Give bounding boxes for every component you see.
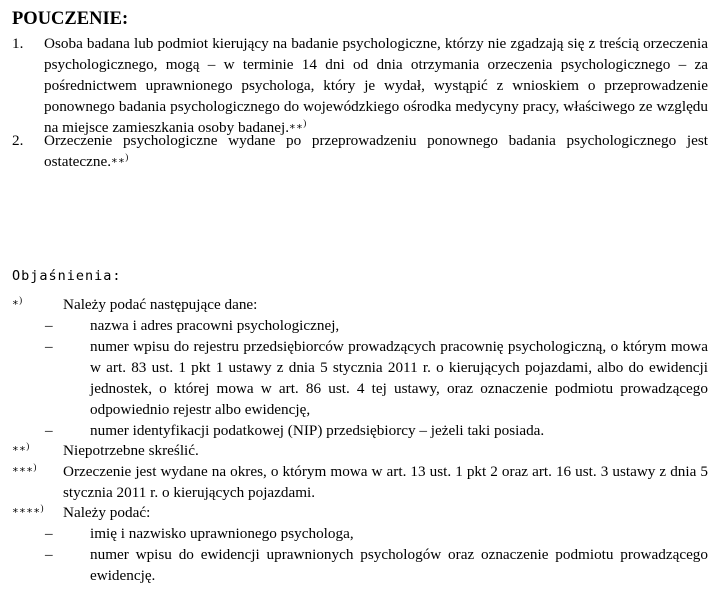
explanation-marker: *) bbox=[12, 295, 23, 311]
list-item: – numer identyfikacji podatkowej (NIP) przedsiębiorcy – jeżeli taki posiada. bbox=[45, 422, 545, 439]
explanation-item-3 bbox=[12, 461, 708, 503]
explanation-marker: ***) bbox=[12, 462, 37, 478]
instruction-item-2 bbox=[12, 130, 708, 173]
instruction-item-1 bbox=[12, 33, 708, 139]
list-item: – numer wpisu do ewidencji uprawnionych psychologów oraz oznaczenie podmiotu prowadzącego ewidencję. bbox=[45, 546, 708, 584]
section-heading-pouczenie: POUCZENIE: bbox=[12, 9, 129, 29]
explanation-bullet-list bbox=[45, 523, 708, 586]
item-number: 1. bbox=[12, 35, 24, 52]
list-item: – numer wpisu do rejestru przedsiębiorców prowadzących pracownię psychologiczną, o którym mowa w art. 83 ust. 1 pkt 1 ustawy z dnia 5 stycznia 2011 r. o kierujących pojazdami, albo do ewidencji jednostek, o której mowa w art. 86 ust. 4 tej ustawy, oraz oznaczenie podmiotu prowadzącego odpowiednio rejestr albo ewidencję, bbox=[45, 338, 708, 418]
explanation-bullet-list bbox=[45, 315, 708, 441]
dash-bullet: – bbox=[45, 317, 53, 334]
dash-bullet: – bbox=[45, 338, 53, 355]
dash-bullet: – bbox=[45, 525, 53, 542]
explanation-text: Niepotrzebne skreślić. bbox=[63, 442, 199, 459]
explanation-item-2 bbox=[12, 440, 708, 461]
explanation-item-4 bbox=[12, 502, 708, 586]
item-number: 2. bbox=[12, 132, 24, 149]
list-item: – imię i nazwisko uprawnionego psychologa, bbox=[45, 525, 354, 542]
explanation-item-1 bbox=[12, 294, 708, 441]
explanation-text: Należy podać: – imię i nazwisko uprawnionego psychologa, – numer wpisu do ewidencji uprawnionych psychologów oraz oznaczenie podmiotu prowadzącego ewidencję. bbox=[45, 504, 708, 584]
explanation-marker: **) bbox=[12, 441, 30, 457]
item-text: Orzeczenie psychologiczne wydane po przeprowadzeniu ponownego badania psychologicznego jest ostateczne.**) bbox=[44, 132, 708, 170]
section-heading-objasnienia: Objaśnienia: bbox=[12, 268, 122, 284]
explanation-text: Orzeczenie jest wydane na okres, o którym mowa w art. 13 ust. 1 pkt 2 oraz art. 16 ust. 3 ustawy z dnia 5 stycznia 2011 r. o kierujących pojazdami. bbox=[63, 463, 708, 501]
explanation-text: Należy podać następujące dane: – nazwa i adres pracowni psychologicznej, – numer wpisu do rejestru przedsiębiorców prowadzących pracownię psychologiczną, o którym mowa w art. 83 ust. 1 pkt 1 ustawy z dnia 5 stycznia 2011 r. o kierujących pojazdami, albo do ewidencji jednostek, o której mowa w art. 86 ust. 4 tej ustawy, oraz oznaczenie podmiotu prowadzącego odpowiednio rejestr albo ewidencję, – numer identyfikacji podatkowej (NIP) przedsiębiorcy – jeżeli taki posiada. bbox=[45, 296, 708, 439]
dash-bullet: – bbox=[45, 422, 53, 439]
footnote-mark: ** bbox=[111, 156, 126, 169]
footnote-mark-paren: ) bbox=[303, 118, 307, 128]
footnote-mark-paren: ) bbox=[125, 152, 129, 162]
list-item: – nazwa i adres pracowni psychologicznej, bbox=[45, 317, 340, 334]
item-text: Osoba badana lub podmiot kierujący na badanie psychologiczne, którzy nie zgadzają się z treścią orzeczenia psychologicznego, mogą – w terminie 14 dni od dnia otrzymania orzeczenia psychologicznego – za pośrednictwem uprawnionego psychologa, który je wydał, wystąpić z wnioskiem o przeprowadzenie ponownego badania psychologicznego do wojewódzkiego ośrodka medycyny pracy, właściwego ze względu na miejsce zamieszkania osoby badanej.**) bbox=[44, 35, 708, 136]
dash-bullet: – bbox=[45, 546, 53, 563]
explanation-marker: ****) bbox=[12, 503, 44, 519]
footnote-mark: ** bbox=[289, 122, 304, 135]
